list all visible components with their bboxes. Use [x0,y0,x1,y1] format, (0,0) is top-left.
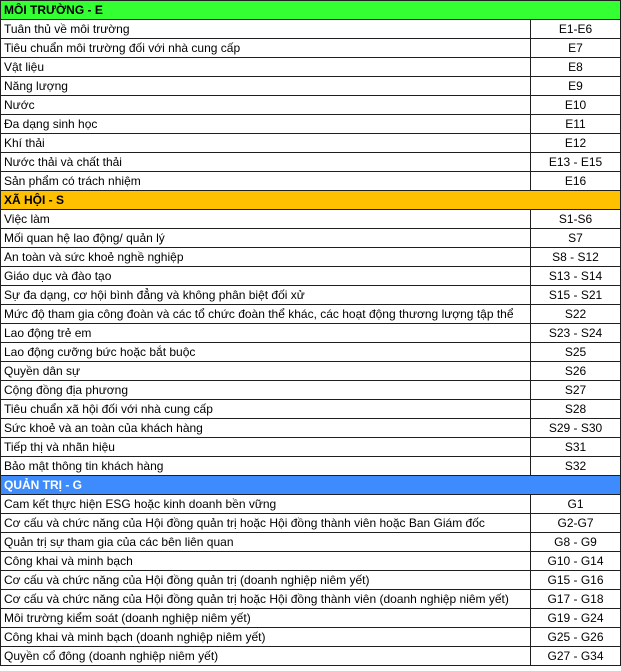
criterion-code[interactable]: S22 [531,305,621,324]
criterion-code[interactable]: G1 [531,495,621,514]
table-row [1,343,621,362]
criterion-name[interactable]: Vật liệu [1,58,531,77]
criterion-code[interactable]: G17 - G18 [531,590,621,609]
criterion-code[interactable]: E13 - E15 [531,153,621,172]
criterion-code[interactable]: S7 [531,229,621,248]
criterion-name[interactable]: Nước [1,96,531,115]
criterion-name[interactable]: Lao động trẻ em [1,324,531,343]
criterion-code[interactable]: S31 [531,438,621,457]
criterion-code[interactable]: G2-G7 [531,514,621,533]
criterion-name[interactable]: Tuân thủ về môi trường [1,20,531,39]
criterion-code[interactable]: S1-S6 [531,210,621,229]
criterion-name[interactable]: Sự đa dạng, cơ hội bình đẳng và không phân biệt đối xử [1,286,531,305]
criterion-code[interactable]: G10 - G14 [531,552,621,571]
table-row [1,552,621,571]
table-row [1,286,621,305]
criterion-name[interactable]: Việc làm [1,210,531,229]
section-header-governance [1,476,621,495]
criterion-code[interactable]: G8 - G9 [531,533,621,552]
criterion-name[interactable]: Sản phẩm có trách nhiệm [1,172,531,191]
table-row [1,495,621,514]
criterion-name[interactable]: Cơ cấu và chức năng của Hội đồng quản trị hoặc Hội đồng thành viên hoặc Ban Giám đốc [1,514,531,533]
table-row [1,362,621,381]
criterion-name[interactable]: Năng lượng [1,77,531,96]
criterion-code[interactable]: G25 - G26 [531,628,621,647]
criterion-name[interactable]: An toàn và sức khoẻ nghề nghiệp [1,248,531,267]
table-row [1,628,621,647]
criterion-name[interactable]: Mối quan hệ lao động/ quản lý [1,229,531,248]
table-row [1,134,621,153]
table-row [1,39,621,58]
table-row [1,457,621,476]
criterion-code[interactable]: E16 [531,172,621,191]
criterion-code[interactable]: G19 - G24 [531,609,621,628]
table-row [1,153,621,172]
table-row [1,210,621,229]
table-row [1,305,621,324]
table-row [1,324,621,343]
criterion-name[interactable]: Quản trị sự tham gia của các bên liên quan [1,533,531,552]
criterion-code[interactable]: S23 - S24 [531,324,621,343]
table-row [1,590,621,609]
criterion-code[interactable]: E11 [531,115,621,134]
criterion-name[interactable]: Bảo mật thông tin khách hàng [1,457,531,476]
section-title[interactable]: QUẢN TRỊ - G [1,476,621,495]
table-row [1,419,621,438]
criterion-name[interactable]: Đa dạng sinh học [1,115,531,134]
criterion-name[interactable]: Môi trường kiểm soát (doanh nghiệp niêm yết) [1,609,531,628]
table-row [1,96,621,115]
criterion-code[interactable]: S15 - S21 [531,286,621,305]
table-row [1,571,621,590]
section-title[interactable]: XÃ HỘI - S [1,191,621,210]
table-row [1,229,621,248]
criterion-code[interactable]: G15 - G16 [531,571,621,590]
section-title[interactable]: MÔI TRƯỜNG - E [1,1,621,20]
table-row [1,514,621,533]
criterion-name[interactable]: Nước thải và chất thải [1,153,531,172]
criterion-code[interactable]: G27 - G34 [531,647,621,666]
criterion-code[interactable]: S8 - S12 [531,248,621,267]
table-row [1,438,621,457]
table-row [1,248,621,267]
criterion-name[interactable]: Công khai và minh bạch (doanh nghiệp niêm yết) [1,628,531,647]
criterion-name[interactable]: Sức khoẻ và an toàn của khách hàng [1,419,531,438]
criterion-code[interactable]: E1-E6 [531,20,621,39]
criterion-name[interactable]: Quyền cổ đông (doanh nghiệp niêm yết) [1,647,531,666]
table-row [1,647,621,666]
table-body [1,1,621,666]
criterion-name[interactable]: Cơ cấu và chức năng của Hội đồng quản trị (doanh nghiệp niêm yết) [1,571,531,590]
table-row [1,609,621,628]
criterion-name[interactable]: Giáo dục và đào tạo [1,267,531,286]
section-header-environment [1,1,621,20]
criterion-name[interactable]: Khí thải [1,134,531,153]
criterion-code[interactable]: E10 [531,96,621,115]
criterion-name[interactable]: Công khai và minh bạch [1,552,531,571]
criterion-code[interactable]: S27 [531,381,621,400]
criterion-code[interactable]: E8 [531,58,621,77]
criterion-code[interactable]: S28 [531,400,621,419]
criterion-name[interactable]: Lao động cưỡng bức hoặc bắt buộc [1,343,531,362]
table-row [1,58,621,77]
criterion-name[interactable]: Tiêu chuẩn môi trường đối với nhà cung cấp [1,39,531,58]
criterion-code[interactable]: S13 - S14 [531,267,621,286]
criterion-code[interactable]: E7 [531,39,621,58]
criterion-name[interactable]: Cơ cấu và chức năng của Hội đồng quản trị hoặc Hội đồng thành viên (doanh nghiệp niêm yết) [1,590,531,609]
criterion-code[interactable]: S29 - S30 [531,419,621,438]
criterion-code[interactable]: S26 [531,362,621,381]
table-row [1,267,621,286]
table-row [1,115,621,134]
criterion-code[interactable]: S32 [531,457,621,476]
table-row [1,533,621,552]
criterion-name[interactable]: Quyền dân sự [1,362,531,381]
criterion-name[interactable]: Cam kết thực hiện ESG hoặc kinh doanh bền vững [1,495,531,514]
criterion-name[interactable]: Mức độ tham gia công đoàn và các tổ chức đoàn thể khác, các hoạt động thương lượng tập thể [1,305,531,324]
criterion-code[interactable]: S25 [531,343,621,362]
table-row [1,400,621,419]
criterion-code[interactable]: E9 [531,77,621,96]
table-row [1,20,621,39]
criterion-name[interactable]: Tiếp thị và nhãn hiệu [1,438,531,457]
criterion-name[interactable]: Tiêu chuẩn xã hội đối với nhà cung cấp [1,400,531,419]
table-row [1,77,621,96]
criterion-code[interactable]: E12 [531,134,621,153]
criterion-name[interactable]: Cộng đồng địa phương [1,381,531,400]
table-row [1,381,621,400]
table-row [1,172,621,191]
section-header-social [1,191,621,210]
